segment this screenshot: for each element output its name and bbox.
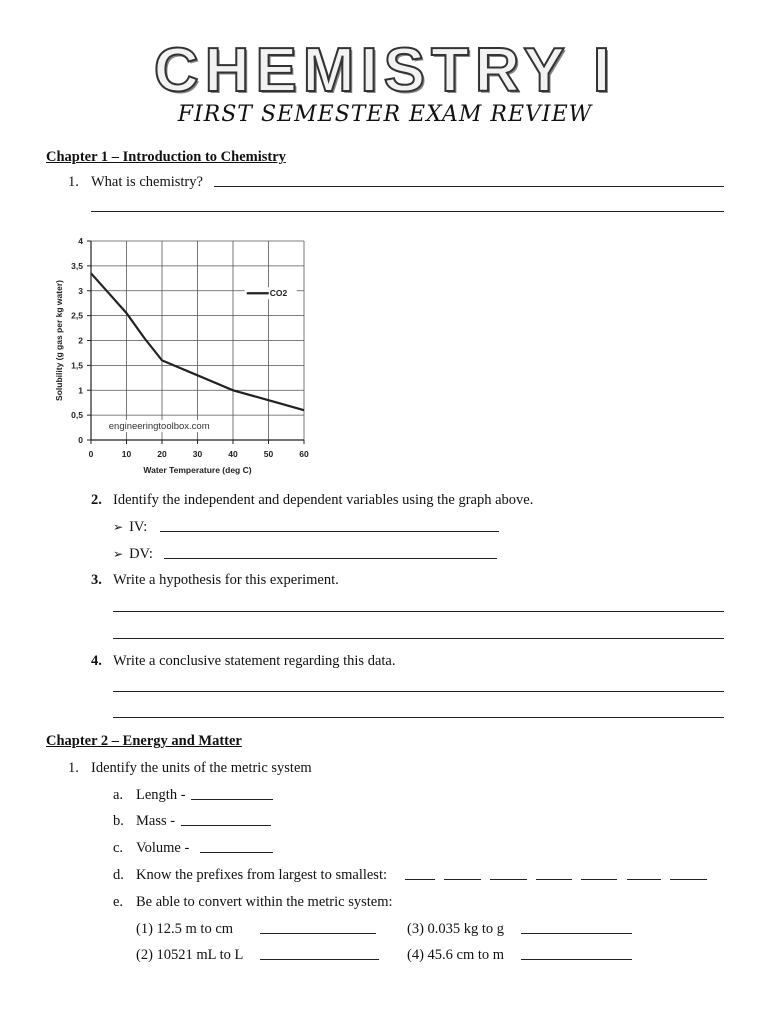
- dv-answer-line[interactable]: [164, 558, 497, 559]
- y-tick-label: 1: [78, 385, 83, 396]
- x-tick-label: 20: [157, 449, 167, 459]
- ch1-q1-text: What is chemistry?: [91, 174, 203, 190]
- x-tick-label: 10: [121, 449, 132, 459]
- ch1-q4-answer-line-1[interactable]: [113, 691, 724, 692]
- legend-label: CO2: [269, 288, 288, 299]
- y-tick-label: 3: [78, 285, 83, 296]
- ch2-item-c-letter: c.: [113, 840, 124, 856]
- conversion-3-blank[interactable]: [521, 933, 632, 934]
- ch1-q3-text: Write a hypothesis for this experiment.: [113, 572, 339, 588]
- conversion-1-blank[interactable]: [260, 933, 376, 934]
- ch1-q1-number: 1.: [68, 174, 79, 190]
- ch1-q4-text: Write a conclusive statement regarding this data.: [113, 653, 396, 669]
- y-tick-label: 4: [78, 236, 83, 246]
- y-tick-label: 0,5: [71, 410, 83, 421]
- prefix-blank-4[interactable]: [536, 879, 572, 880]
- ch1-q1-answer-line-2[interactable]: [91, 211, 724, 212]
- x-tick-label: 50: [263, 449, 274, 459]
- ch2-item-d-letter: d.: [113, 867, 124, 883]
- dv-label: DV:: [129, 546, 153, 562]
- ch2-item-e-letter: e.: [113, 894, 124, 910]
- ch2-item-b-letter: b.: [113, 813, 124, 829]
- length-unit-blank[interactable]: [191, 799, 273, 800]
- x-tick-label: 40: [228, 449, 238, 459]
- chart-labels: [54, 236, 309, 475]
- chart-watermark: engineeringtoolbox.com: [108, 421, 210, 433]
- x-tick-label: 0: [88, 449, 94, 459]
- dv-bullet: [113, 545, 153, 563]
- conversion-3-label: (3) 0.035 kg to g: [407, 921, 505, 937]
- prefix-blank-6[interactable]: [627, 879, 661, 880]
- ch1-q4-number: 4.: [91, 653, 102, 669]
- ch1-q3-answer-line-2[interactable]: [113, 638, 724, 639]
- ch2-item-d-text: Know the prefixes from largest to smallest:: [136, 867, 388, 883]
- prefix-blank-1[interactable]: [405, 879, 435, 880]
- y-tick-label: 2,5: [71, 310, 83, 321]
- x-tick-label: 30: [192, 449, 203, 459]
- ch2-item-a-letter: a.: [113, 787, 124, 803]
- y-tick-label: 3,5: [71, 260, 83, 271]
- ch2-item-a-text: Length -: [136, 787, 186, 803]
- solubility-chart: [50, 230, 320, 480]
- chapter-1-heading: Chapter 1 – Introduction to Chemistry: [46, 149, 286, 165]
- iv-bullet: [113, 518, 147, 536]
- prefix-blank-5[interactable]: [581, 879, 617, 880]
- x-tick-label: 60: [299, 449, 309, 459]
- ch2-item-e-text: Be able to convert within the metric system:: [136, 894, 393, 910]
- x-axis-label: Water Temperature (deg C): [143, 465, 252, 475]
- prefix-blank-2[interactable]: [444, 879, 481, 880]
- ch1-q4-answer-line-2[interactable]: [113, 717, 724, 718]
- ch2-item-b-text: Mass -: [136, 813, 176, 829]
- conversion-2-label: (2) 10521 mL to L: [136, 947, 244, 963]
- page-subtitle: FIRST SEMESTER EXAM REVIEW: [177, 102, 593, 127]
- volume-unit-blank[interactable]: [200, 852, 273, 853]
- iv-answer-line[interactable]: [160, 531, 499, 532]
- y-tick-label: 2: [78, 335, 83, 346]
- ch1-q1-answer-line-1[interactable]: [214, 186, 724, 187]
- conversion-4-label: (4) 45.6 cm to m: [407, 947, 505, 963]
- y-tick-label: 1,5: [71, 360, 83, 371]
- ch2-q1-text: Identify the units of the metric system: [91, 760, 312, 776]
- ch1-q2-number: 2.: [91, 492, 102, 508]
- ch1-q3-number: 3.: [91, 572, 102, 588]
- arrow-bullet-icon: ➢: [113, 520, 124, 534]
- page-title: CHEMISTRY I: [153, 36, 617, 105]
- iv-label: IV:: [129, 519, 148, 535]
- ch1-q3-answer-line-1[interactable]: [113, 611, 724, 612]
- conversion-1-label: (1) 12.5 m to cm: [136, 921, 234, 937]
- conversion-2-blank[interactable]: [260, 959, 379, 960]
- y-tick-label: 0: [78, 435, 83, 445]
- mass-unit-blank[interactable]: [181, 825, 271, 826]
- ch2-q1-number: 1.: [68, 760, 79, 776]
- y-axis-label: Solubility (g gas per kg water): [54, 280, 64, 401]
- chart-grid: [91, 241, 304, 440]
- prefix-blank-7[interactable]: [670, 879, 707, 880]
- chart-axes: [87, 241, 304, 444]
- ch1-q2-text: Identify the independent and dependent variables using the graph above.: [113, 492, 534, 508]
- prefix-blank-3[interactable]: [490, 879, 527, 880]
- conversion-4-blank[interactable]: [521, 959, 632, 960]
- ch2-item-c-text: Volume -: [136, 840, 190, 856]
- chapter-2-heading: Chapter 2 – Energy and Matter: [46, 733, 242, 749]
- arrow-bullet-icon: ➢: [113, 547, 124, 561]
